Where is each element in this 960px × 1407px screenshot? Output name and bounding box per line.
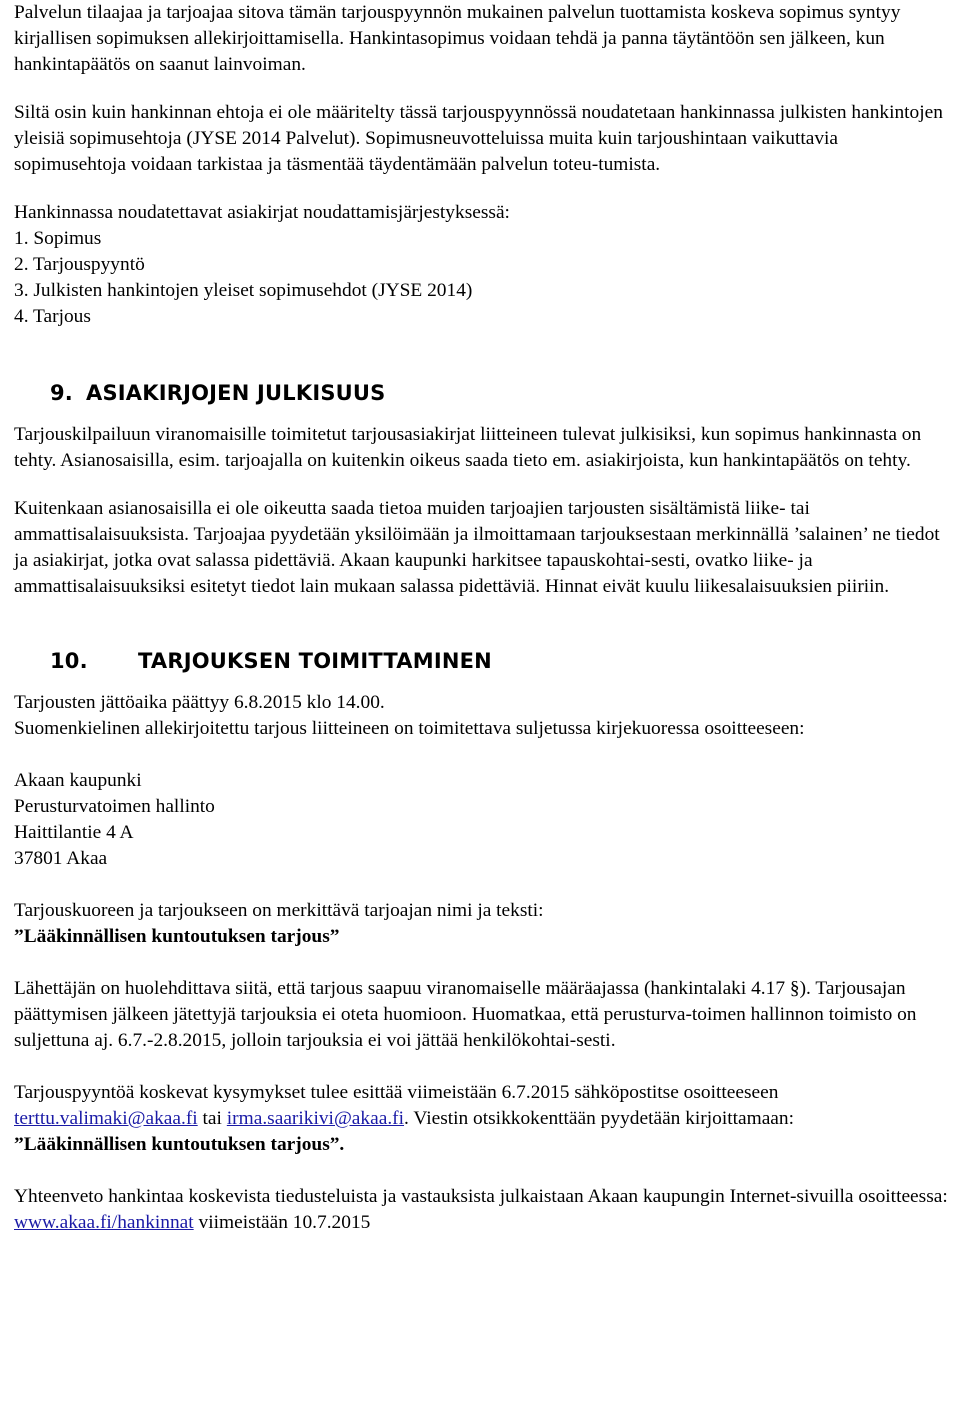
questions-paragraph (14, 1080, 950, 1132)
questions-or: tai (202, 1108, 222, 1129)
publicity-paragraph: Tarjouskilpailuun viranomaisille toimitetut tarjousasiakirjat liitteineen tulevat julkisiksi, kun sopimus hankinnasta on tehty. Asianosaisilla, esim. tarjoajalla on kuitenkin oikeus saada tieto em. asiakirjoista, kun hankintapäätös on tehty. (14, 424, 922, 471)
marking-instruction: Tarjouskuoreen ja tarjoukseen on merkittävä tarjoajan nimi ja teksti: (14, 900, 544, 921)
questions-text: Tarjouspyyntöä koskevat kysymykset tulee esittää viimeistään 6.7.2015 sähköpostitse osoitteeseen (14, 1082, 779, 1103)
order-item: 2. Tarjouspyyntö (14, 254, 145, 275)
order-item: 4. Tarjous (14, 306, 91, 327)
subject-label: ”Lääkinnällisen kuntoutuksen tarjous”. (14, 1134, 345, 1155)
submission-text: Suomenkielinen allekirjoitettu tarjous liitteineen on toimitettava suljetussa kirjekuoressa osoitteeseen: (14, 718, 805, 739)
order-item: 3. Julkisten hankintojen yleiset sopimusehdot (JYSE 2014) (14, 280, 473, 301)
procurement-link[interactable]: www.akaa.fi/hankinnat (14, 1212, 194, 1233)
summary-paragraph (14, 1184, 950, 1236)
section-title: ASIAKIRJOJEN JULKISUUS (86, 381, 386, 405)
marking-label: ”Lääkinnällisen kuntoutuksen tarjous” (14, 926, 340, 947)
deadline-text: Tarjousten jättöaika päättyy 6.8.2015 klo 14.00. (14, 692, 385, 713)
section-title: TARJOUKSEN TOIMITTAMINEN (138, 649, 492, 673)
email-link-irma[interactable]: irma.saarikivi@akaa.fi (226, 1108, 405, 1129)
secrecy-paragraph: Kuitenkaan asianosaisilla ei ole oikeutta saada tietoa muiden tarjoajien tarjousten sisältämistä liike- tai ammattisalaisuuksista. Tarjoajaa pyydetään yksilöimään ja ilmoittamaan tarjouksestaan merkinnällä ’salainen’ ne tiedot ja asiakirjat, jotka ovat salassa pidettäviä. Akaan kaupunki harkitsee tapauskohtai-sesti, ovatko liike- ja ammattisalaisuuksiksi esitetyt tiedot lain mukaan salassa pidettäviä. Hinnat eivät kuulu liikesalaisuuksien piiriin. (14, 498, 940, 597)
address-line: Akaan kaupunki (14, 770, 142, 791)
section-number: 10. (50, 649, 88, 673)
summary-date: viimeistään 10.7.2015 (198, 1212, 371, 1233)
order-item: 1. Sopimus (14, 228, 102, 249)
terms-text: Siltä osin kuin hankinnan ehtoja ei ole määritelty tässä tarjouspyynnössä noudatetaan hankinnassa julkisten hankintojen yleisiä sopimusehtoja (JYSE 2014 Palvelut). (14, 102, 943, 149)
section-10-heading (14, 646, 950, 676)
address-line: 37801 Akaa (14, 848, 108, 869)
email-link-terttu[interactable]: terttu.valimaki@akaa.fi (14, 1108, 198, 1129)
address-line: Perusturvatoimen hallinto (14, 796, 215, 817)
contract-paragraph: Palvelun tilaajaa ja tarjoajaa sitova tämän tarjouspyynnön mukainen palvelun tuottamista koskeva sopimus syntyy kirjallisen sopimuksen allekirjoittamisella. Hankintasopimus voidaan tehdä ja panna täytäntöön sen jälkeen, kun hankintapäätös on saanut lainvoiman. (14, 2, 901, 75)
order-title: Hankinnassa noudatettavat asiakirjat noudattamisjärjestyksessä: (14, 202, 510, 223)
section-9-heading (14, 378, 950, 408)
summary-text: Yhteenveto hankintaa koskevista tiedusteluista ja vastauksista julkaistaan Akaan kaupungin Internet-sivuilla osoitteessa: (14, 1186, 948, 1207)
section-number: 9. (50, 381, 73, 405)
sender-paragraph: Lähettäjän on huolehdittava siitä, että tarjous saapuu viranomaiselle määräajassa (hankintalaki 4.17 §). Tarjousajan päättymisen jälkeen jätettyjä tarjouksia ei oteta huomioon. Huomatkaa, että perusturva-toimen hallinnon toimisto on suljettuna aj. 6.7.-2.8.2015, jolloin tarjouksia ei voi jättää henkilökohtai-sesti. (14, 978, 917, 1051)
document-page (14, 0, 950, 1236)
questions-subject-text: . Viestin otsikkokenttään pyydetään kirjoittamaan: (404, 1108, 794, 1129)
terms-paragraph (14, 100, 950, 178)
negotiation-text: Sopimusneuvotteluissa muita kuin tarjoushintaan vaikuttavia sopimusehtoja voidaan tarkistaa ja täsmentää täydentämään palvelun toteu-tumista. (14, 128, 839, 175)
address-line: Haittilantie 4 A (14, 822, 134, 843)
